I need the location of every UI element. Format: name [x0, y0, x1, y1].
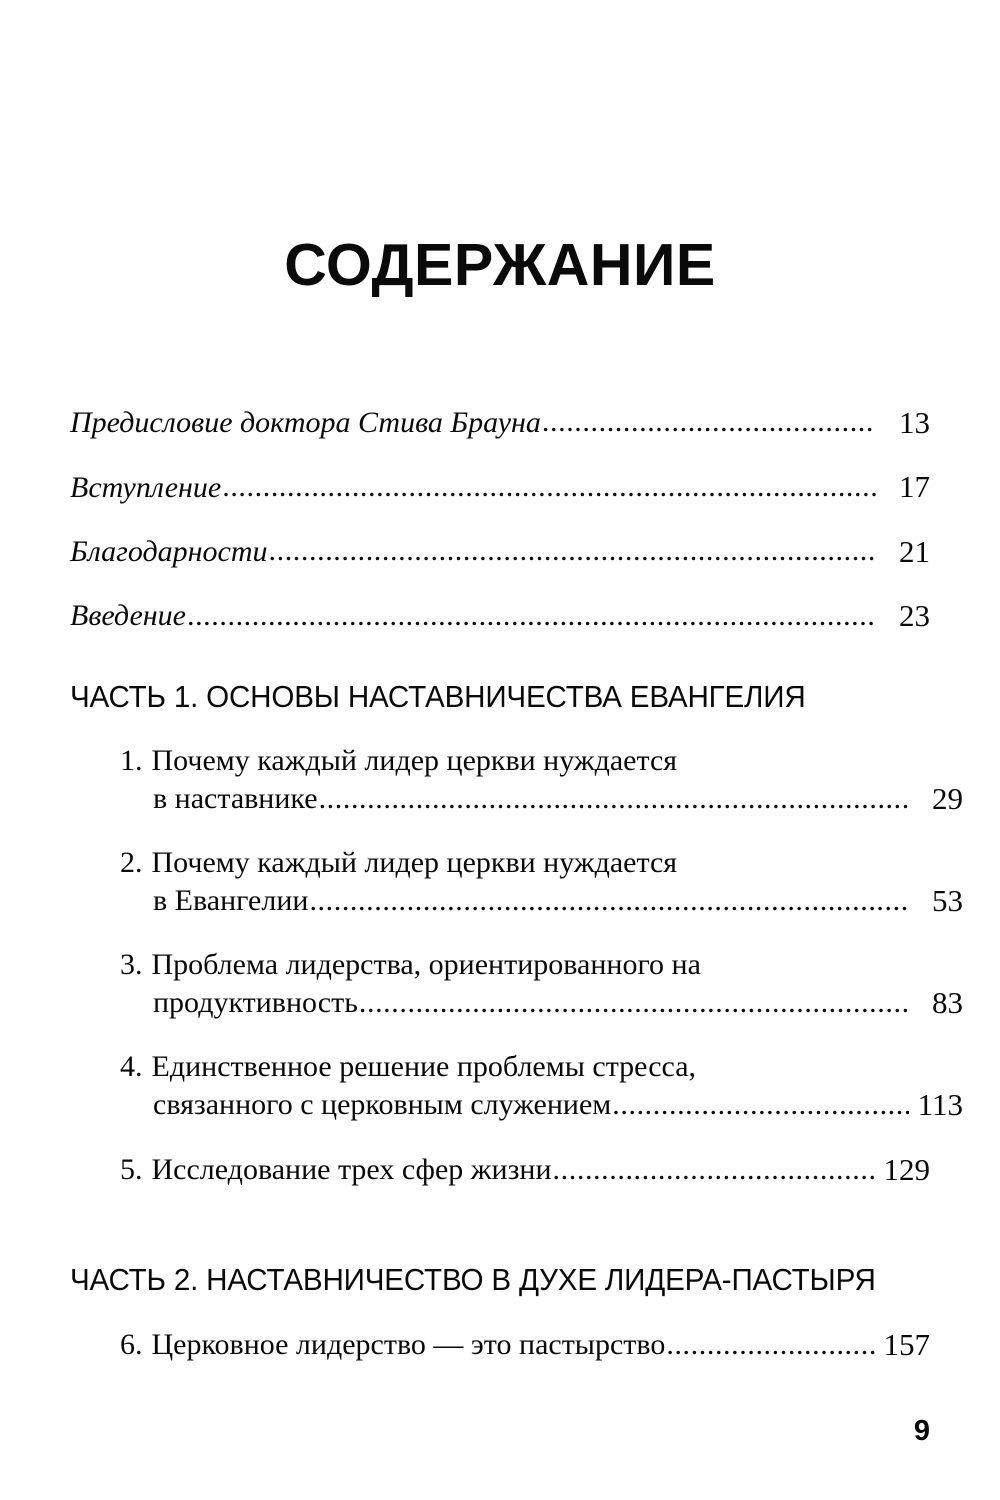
toc-entry-page: 17 — [899, 469, 930, 505]
toc-entry-label: Предисловие доктора Стива Брауна — [70, 406, 541, 440]
chapter-title-line-2: продуктивность — [153, 986, 358, 1020]
dot-leader — [542, 423, 876, 439]
dot-leader — [269, 552, 877, 568]
chapter-first-line — [120, 1049, 930, 1086]
toc-entry-chapter[interactable] — [120, 1151, 930, 1189]
chapter-number: 3. — [120, 948, 143, 981]
toc-entry-chapter[interactable] — [120, 1049, 963, 1124]
chapter-number: 5. — [120, 1153, 143, 1187]
front-matter-list — [70, 406, 930, 633]
chapter-title-line-1: Проблема лидерства, ориентированного на — [151, 948, 701, 981]
dot-leader — [359, 992, 909, 1022]
chapter-title-line-2: связанного с церковным служением — [153, 1088, 612, 1122]
chapter-second-line — [120, 780, 963, 818]
dot-leader — [222, 488, 876, 504]
toc-entry-label: Вступление — [70, 470, 222, 504]
spacer — [70, 633, 930, 680]
chapter-second-line — [120, 882, 963, 920]
dot-leader — [553, 1159, 876, 1189]
toc-entry-chapter[interactable] — [120, 743, 963, 818]
chapter-first-line — [120, 743, 930, 780]
chapter-first-line — [120, 845, 930, 882]
chapter-list-part-2 — [120, 1326, 930, 1364]
toc-entry-front[interactable] — [70, 535, 930, 568]
toc-entry-front[interactable] — [70, 470, 930, 503]
toc-entry-page: 113 — [917, 1086, 963, 1122]
chapter-number: 2. — [120, 845, 143, 879]
chapter-second-line — [120, 984, 963, 1022]
spacer — [70, 1297, 930, 1326]
spacer — [70, 1189, 930, 1263]
dot-leader — [187, 617, 876, 633]
chapter-single-line — [120, 1151, 930, 1189]
page-title: СОДЕРЖАНИЕ — [284, 232, 716, 298]
dot-leader — [319, 788, 909, 818]
toc-entry-page: 21 — [899, 533, 930, 569]
toc-entry-chapter[interactable] — [120, 947, 963, 1022]
chapter-number: 4. — [120, 1050, 143, 1084]
toc-entry-chapter[interactable] — [120, 845, 963, 920]
part-heading-1: ЧАСТЬ 1. ОСНОВЫ НАСТАВНИЧЕСТВА ЕВАНГЕЛИЯ — [70, 678, 806, 714]
chapter-title-line-2: в наставнике — [153, 782, 318, 816]
dot-leader — [612, 1094, 909, 1124]
chapter-title-line-2: Церковное лидерство — это пастырство — [151, 1328, 666, 1362]
spacer — [70, 714, 930, 743]
toc-entry-label: Благодарности — [70, 535, 268, 569]
toc-entry-page: 129 — [883, 1152, 930, 1188]
chapter-number: 1. — [120, 743, 143, 777]
chapter-second-line — [120, 1086, 963, 1124]
toc-entry-page: 157 — [883, 1327, 930, 1363]
chapter-title-line-2: Исследование трех сфер жизни — [151, 1153, 552, 1187]
part-block-1 — [70, 678, 963, 1189]
chapter-title-line-1: Почему каждый лидер церкви нуждается — [151, 845, 678, 879]
chapter-title-line-1: Почему каждый лидер церкви нуждается — [151, 743, 678, 777]
toc-entry-page: 29 — [932, 780, 963, 816]
chapter-title-line-1: Единственное решение проблемы стресса, — [151, 1050, 697, 1084]
toc-entry-label: Введение — [70, 599, 186, 633]
page-folio-number: 9 — [913, 1415, 930, 1447]
chapter-number: 6. — [120, 1328, 143, 1362]
toc-entry-page: 23 — [899, 598, 930, 634]
toc-entry-front[interactable] — [70, 406, 930, 439]
chapter-first-line — [120, 947, 930, 984]
chapter-list-part-1 — [120, 743, 963, 1189]
part-block-2 — [70, 1263, 930, 1364]
part-heading-2: ЧАСТЬ 2. НАСТАВНИЧЕСТВО В ДУХЕ ЛИДЕРА-ПАСТЫРЯ — [70, 1262, 876, 1298]
dot-leader — [666, 1334, 876, 1364]
toc-entry-chapter[interactable] — [120, 1326, 930, 1364]
toc-entry-page: 83 — [932, 984, 963, 1020]
toc-entry-page: 13 — [899, 405, 930, 440]
toc-content — [70, 405, 963, 1364]
chapter-title-line-2: в Евангелии — [153, 884, 309, 918]
toc-entry-front[interactable] — [70, 599, 930, 632]
toc-entry-page: 53 — [932, 882, 963, 918]
dot-leader — [309, 890, 909, 920]
chapter-single-line — [120, 1326, 930, 1364]
